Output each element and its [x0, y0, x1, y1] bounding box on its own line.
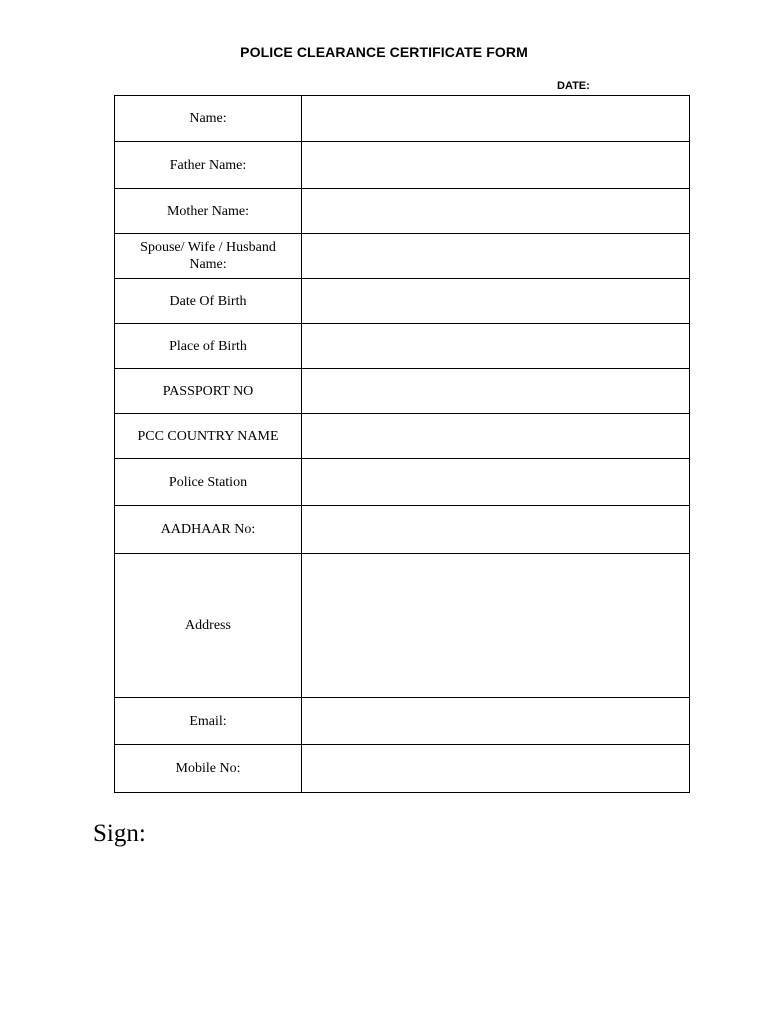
- field-label-aadhaar-no: AADHAAR No:: [115, 506, 302, 554]
- field-value-mother-name[interactable]: [302, 189, 690, 234]
- field-value-spouse-name[interactable]: [302, 234, 690, 279]
- form-row-name: [115, 96, 690, 142]
- field-value-address[interactable]: [302, 554, 690, 698]
- form-row-aadhaar-no: [115, 506, 690, 554]
- field-value-pcc-country-name[interactable]: [302, 414, 690, 459]
- field-label-passport-no: PASSPORT NO: [115, 369, 302, 414]
- field-label-name: Name:: [115, 96, 302, 142]
- field-label-pcc-country-name: PCC COUNTRY NAME: [115, 414, 302, 459]
- field-value-place-of-birth[interactable]: [302, 324, 690, 369]
- sign-label: Sign:: [93, 820, 146, 847]
- field-value-aadhaar-no[interactable]: [302, 506, 690, 554]
- form-table: [114, 95, 690, 793]
- field-label-mobile-no: Mobile No:: [115, 745, 302, 793]
- form-row-pcc-country-name: [115, 414, 690, 459]
- field-value-email[interactable]: [302, 698, 690, 745]
- field-value-passport-no[interactable]: [302, 369, 690, 414]
- form-title: POLICE CLEARANCE CERTIFICATE FORM: [240, 44, 528, 60]
- form-row-address: [115, 554, 690, 698]
- form-row-email: [115, 698, 690, 745]
- field-label-date-of-birth: Date Of Birth: [115, 279, 302, 324]
- field-label-place-of-birth: Place of Birth: [115, 324, 302, 369]
- form-row-police-station: [115, 459, 690, 506]
- field-value-father-name[interactable]: [302, 142, 690, 189]
- field-label-spouse-name: Spouse/ Wife / Husband Name:: [115, 234, 302, 279]
- field-label-father-name: Father Name:: [115, 142, 302, 189]
- field-value-name[interactable]: [302, 96, 690, 142]
- field-value-mobile-no[interactable]: [302, 745, 690, 793]
- form-row-mobile-no: [115, 745, 690, 793]
- field-label-police-station: Police Station: [115, 459, 302, 506]
- form-row-mother-name: [115, 189, 690, 234]
- form-row-father-name: [115, 142, 690, 189]
- field-value-date-of-birth[interactable]: [302, 279, 690, 324]
- field-label-address: Address: [115, 554, 302, 698]
- form-row-date-of-birth: [115, 279, 690, 324]
- field-label-mother-name: Mother Name:: [115, 189, 302, 234]
- form-row-spouse-name: [115, 234, 690, 279]
- form-row-place-of-birth: [115, 324, 690, 369]
- field-value-police-station[interactable]: [302, 459, 690, 506]
- date-label: DATE:: [557, 80, 590, 92]
- field-label-email: Email:: [115, 698, 302, 745]
- form-row-passport-no: [115, 369, 690, 414]
